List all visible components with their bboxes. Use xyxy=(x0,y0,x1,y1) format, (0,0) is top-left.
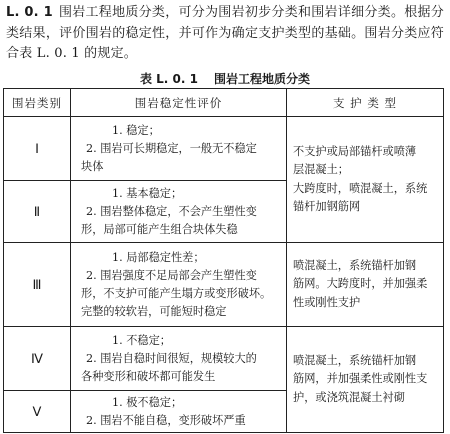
eval-line: 2. 围岩不能自稳，变形破坏严重 xyxy=(86,413,246,427)
support-cell xyxy=(287,327,444,433)
eval-line: 1. 基本稳定； xyxy=(112,186,183,200)
table-header-row xyxy=(4,89,444,117)
table-number: 表 L. 0. 1 xyxy=(139,72,198,86)
eval-line: 1. 不稳定； xyxy=(112,333,171,347)
class-cell: Ⅳ xyxy=(4,327,71,391)
eval-line: 形，不支护可能产生塌方或变形破坏。 xyxy=(81,286,272,300)
evaluation-cell xyxy=(71,327,287,391)
support-line: 大跨度时，喷混凝土，系统 xyxy=(293,181,428,195)
evaluation-cell xyxy=(71,243,287,327)
support-line: 护，或浇筑混凝土衬砌 xyxy=(293,390,405,404)
eval-line: 2. 围岩可长期稳定，一般无不稳定 xyxy=(86,141,257,155)
support-cell xyxy=(287,243,444,327)
evaluation-cell xyxy=(71,181,287,243)
intro-text: 围岩工程地质分类，可分为围岩初步分类和围岩详细分类。根据分类结果，评价围岩的稳定性，并可作为确定支护类型的基础。围岩分类应符合表 L. 0. 1 的规定。 xyxy=(6,5,444,61)
class-cell: Ⅱ xyxy=(4,181,71,243)
support-line: 不支护或局部锚杆或喷薄 xyxy=(293,144,417,158)
rock-classification-table xyxy=(3,88,444,433)
eval-line: 1. 局部稳定性差； xyxy=(112,250,205,264)
eval-line: 各种变形和破坏都可能发生 xyxy=(81,369,216,383)
eval-line: 块体 xyxy=(81,159,104,173)
eval-line: 2. 围岩整体稳定，不会产生塑性变 xyxy=(86,204,257,218)
eval-line: 1. 极不稳定； xyxy=(112,395,183,409)
support-cell xyxy=(287,117,444,243)
support-line: 喷混凝土，系统锚杆加钢 xyxy=(293,258,417,272)
clause-number: L. 0. 1 xyxy=(6,5,53,20)
support-line: 性或刚性支护 xyxy=(293,295,361,309)
eval-line: 1. 稳定； xyxy=(112,123,160,137)
evaluation-cell xyxy=(71,117,287,181)
support-line: 筋网。大跨度时，并加强柔 xyxy=(293,277,428,291)
intro-paragraph xyxy=(6,3,444,65)
class-cell: Ⅴ xyxy=(4,391,71,433)
header-evaluation: 围岩稳定性评价 xyxy=(71,89,287,117)
eval-line: 完整的较软岩，可能短时稳定 xyxy=(81,304,227,318)
eval-line: 形，局部可能产生组合块体失稳 xyxy=(81,222,238,236)
table-row xyxy=(4,243,444,327)
support-line: 筋网，并加强柔性或刚性支 xyxy=(293,372,428,386)
eval-line: 2. 围岩自稳时间很短，规模较大的 xyxy=(86,351,257,365)
eval-line: 2. 围岩强度不足局部会产生塑性变 xyxy=(86,268,257,282)
class-cell: Ⅲ xyxy=(4,243,71,327)
table-row xyxy=(4,327,444,391)
header-support: 支 护 类 型 xyxy=(287,89,444,117)
table-title: 围岩工程地质分类 xyxy=(213,72,310,86)
header-class: 围岩类别 xyxy=(4,89,71,117)
support-line: 喷混凝土，系统锚杆加钢 xyxy=(293,353,417,367)
evaluation-cell xyxy=(71,391,287,433)
class-cell: Ⅰ xyxy=(4,117,71,181)
support-line: 层混凝土； xyxy=(293,163,349,176)
support-line: 锚杆加钢筋网 xyxy=(293,200,361,213)
table-caption xyxy=(0,70,450,87)
table-row xyxy=(4,117,444,181)
